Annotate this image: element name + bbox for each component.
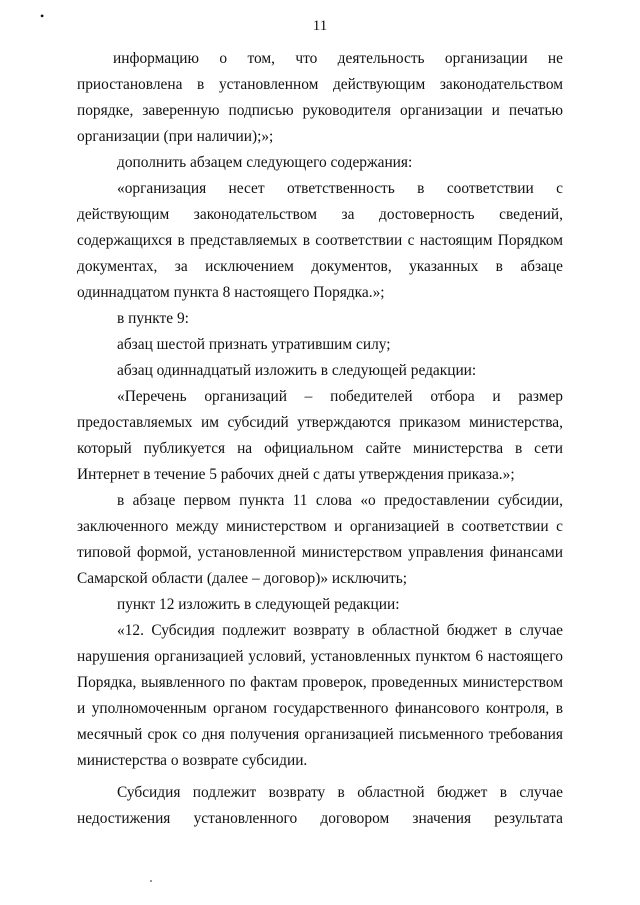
paragraph-10: «12. Субсидия подлежит возврату в областной бюджет в случае нарушения организацией условий, установленных пунктом 6 настоящего Порядка, выявленного по фактам проверок, проведенных министерством и уполномоченным органом государственного финансового контроля, в месячный срок со дня получения организацией письменного требования министерства о возврате субсидии. (77, 622, 563, 769)
corner-mark: • (40, 9, 45, 23)
paragraph-9: пункт 12 изложить в следующей редакции: (117, 596, 400, 613)
paragraph-2: дополнить абзацем следующего содержания: (117, 154, 413, 171)
paragraph-4: в пункте 9: (117, 310, 189, 327)
paragraph-8: в абзаце первом пункта 11 слова «о предоставлении субсидии, заключенного между министерством и организацией в соответствии с типовой формой, установленной министерством управления финансами Самарской области (далее – договор)» исключить; (77, 492, 563, 587)
paragraph-1: информацию о том, что деятельность организации не приостановлена в установленном действующим законодательством порядке, заверенную подписью руководителя организации и печатью организации (при наличии);»; (77, 50, 563, 145)
paragraph-11: Субсидия подлежит возврату в областной бюджет в случае недостижения установленного договором значения результата (77, 784, 563, 827)
scan-speck (150, 880, 152, 882)
paragraph-5: абзац шестой признать утратившим силу; (117, 336, 391, 353)
page-number: 11 (312, 18, 328, 34)
paragraph-6: абзац одиннадцатый изложить в следующей редакции: (117, 362, 477, 379)
paragraph-3: «организация несет ответственность в соответствии с действующим законодательством за достоверность сведений, содержащихся в представляемых в соответствии с настоящим Порядком документах, за исключением документов, указанных в абзаце одиннадцатом пункта 8 настоящего Порядка.»; (77, 180, 563, 301)
document-body (77, 46, 563, 832)
paragraph-7: «Перечень организаций – победителей отбора и размер предоставляемых им субсидий утверждаются приказом министерства, который публикуется на официальном сайте министерства в сети Интернет в течение 5 рабочих дней с даты утверждения приказа.»; (77, 388, 563, 483)
